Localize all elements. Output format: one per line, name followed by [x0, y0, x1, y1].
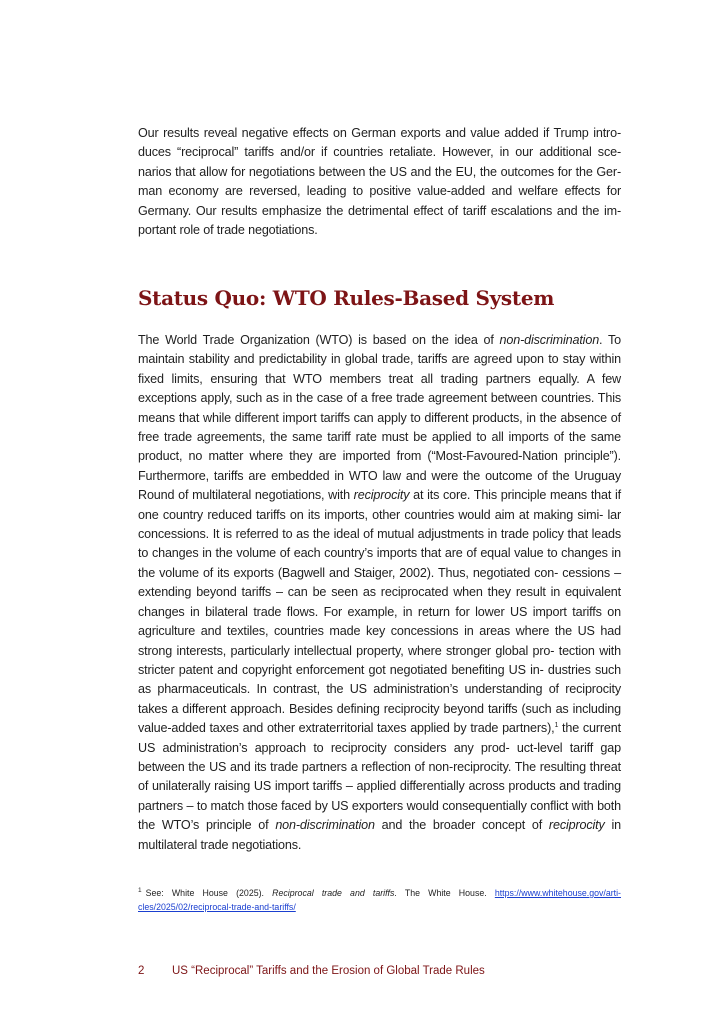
emphasis-non-discrimination: non-discrimination: [275, 818, 375, 833]
section-body: [138, 331, 621, 855]
text-run: . To maintain stability and predictability in global trade, tariffs are agreed upon to stay within fixed limits, ensuring that WTO members treat all trading partners equally. A few exceptions apply, such as in the case of a free trade agreement between countries. This means that while different import tariffs can apply to different products, in the absence of free trade agreements, the same tariff rate must be applied to all imports of the same product, no matter where they are imported from (“Most-Favoured-Nation principle”). Furthermore, tariffs are embedded in WTO law and were the outcome of the Uruguay Round of multilateral negotiations, with: [138, 333, 621, 503]
emphasis-non-discrimination: non-discrimination: [499, 333, 600, 347]
page-footer: [138, 965, 485, 977]
footnote-citation: See: White House (2025).: [145, 888, 273, 898]
footnote-block: [138, 886, 621, 914]
text-run: at its core. This principle means that if one country reduced tariffs on its imports, other countries would aim at making simi- lar concessions. It is referred to as the ideal of mutual adjustments in trade policy that leads to changes in the volume of each country’s imports that are of equal value to changes in the volume of its exports (Bagwell and Staiger, 2002). Thus, negotiated con- cessions – extending beyond tariffs – can be seen as reciprocated when they result in equivalent changes in bilateral trade flows. For example, in return for lower US import tariffs on agriculture and textiles, countries made key concessions in areas where the US had strong interests, particularly intellectual property, where stronger global pro- tection with stricter patent and copyright enforcement got negotiated benefiting US in- dustries such as pharmaceuticals. In contrast, the US administration’s understanding of reciprocity takes a different approach. Besides defining reciprocity beyond tariffs (such as including value-added taxes and other extraterritorial taxes applied by trade partners),: [138, 488, 621, 736]
footnote-text: [138, 886, 621, 914]
page-number: 2: [138, 965, 145, 977]
intro-paragraph: Our results reveal negative effects on German exports and value added if Trump intro- duces “reciprocal” tariffs and/or if countries retaliate. However, in our additional sce- narios that allow for negotiations between the US and the EU, the outcomes for the Ger- man economy are reversed, leading to positive value-added and welfare effects for Germany. Our results emphasize the detrimental effect of tariff escalations and the im- portant role of trade negotiations.: [138, 126, 621, 238]
intro-paragraph-block: [138, 124, 621, 240]
emphasis-reciprocity: reciprocity: [548, 818, 605, 833]
text-run: the current US administration’s approach to reciprocity considers any prod- uct-level tariff gap between the US and its trade partners a reflection of non-reciprocity. The resulting threat of unilaterally raising US import tariffs – applied differentially across products and trading partners – to match those faced by US exporters would consequentially conflict with both the WTO’s principle of: [138, 721, 621, 833]
running-title: US “Reciprocal” Tariffs and the Erosion of Global Trade Rules: [172, 965, 485, 977]
footnote-number: 1: [138, 887, 142, 894]
section-heading: Status Quo: WTO Rules-Based System: [138, 286, 555, 310]
emphasis-reciprocity: reciprocity: [353, 488, 410, 503]
text-run: The World Trade Organization (WTO) is based on the idea of: [138, 333, 500, 347]
footnote-reference[interactable]: 1: [554, 722, 559, 730]
footnote-link[interactable]: https://www.whitehouse.gov/arti-cles/2025/02/reciprocal-trade-and-tariffs/: [138, 888, 621, 912]
footnote-title: Reciprocal trade and tariffs: [272, 888, 395, 898]
text-run: and the broader concept of: [374, 818, 549, 833]
section-paragraph: [138, 331, 621, 855]
text-run: in multilateral trade negotiations.: [138, 818, 621, 852]
footnote-publisher: . The White House.: [394, 888, 495, 898]
